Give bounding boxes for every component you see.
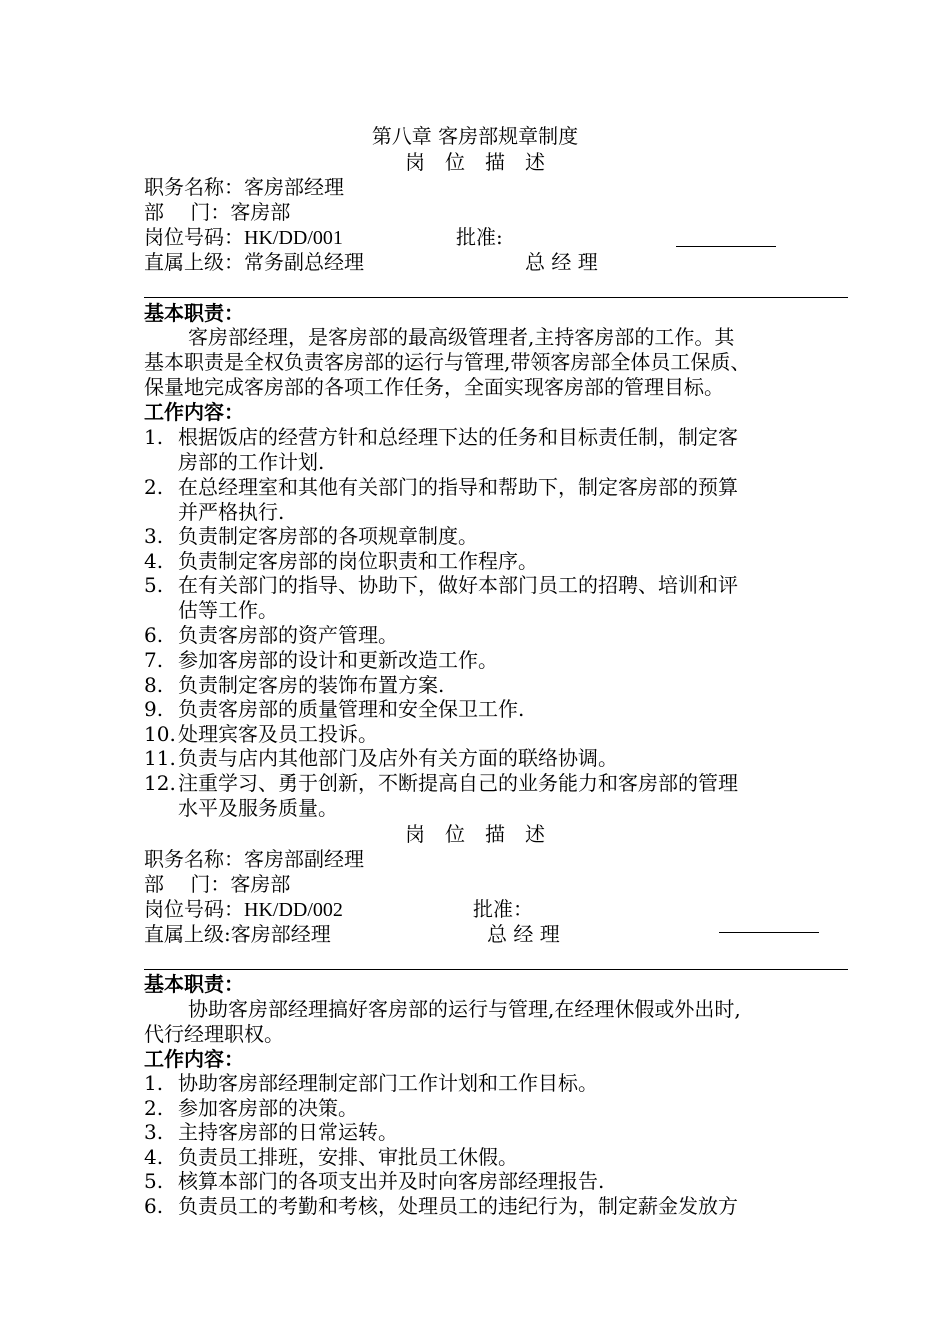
list-item: 负责客房部的质量管理和安全保卫工作. (178, 697, 525, 721)
position-code-label: 岗位号码： (144, 225, 244, 249)
list-item: 负责员工排班，安排、审批员工休假。 (178, 1145, 518, 1169)
superior-value: 常务副总经理 (244, 250, 364, 274)
list-item: 在总经理室和其他有关部门的指导和帮助下，制定客房部的预算 (178, 475, 738, 499)
list-item-number: 9. (144, 697, 164, 721)
approver-name: 总 经 理 (487, 922, 560, 946)
list-item: 处理宾客及员工投诉。 (178, 722, 378, 746)
job-title-label: 职务名称： (144, 847, 244, 871)
list-item-continued: 估等工作。 (178, 598, 278, 622)
list-item-continued: 水平及服务质量。 (178, 796, 338, 820)
list-item-number: 3. (144, 524, 164, 548)
work-content-heading: 工作内容： (144, 400, 244, 424)
list-item-number: 7. (144, 648, 164, 672)
list-item-number: 2. (144, 1096, 164, 1120)
list-item-number: 5. (144, 1169, 164, 1193)
signature-line (676, 246, 776, 247)
list-item-continued: 并严格执行. (178, 500, 285, 524)
basic-duty-text: 客房部经理，是客房部的最高级管理者,主持客房部的工作。其 (188, 325, 735, 349)
list-item-number: 8. (144, 673, 164, 697)
divider (144, 297, 848, 298)
approval-label: 批准： (473, 897, 533, 921)
position-code-value: HK/DD/001 (244, 227, 343, 249)
department-label: 部 门： (144, 200, 231, 224)
basic-duty-text: 协助客房部经理搞好客房部的运行与管理,在经理休假或外出时, (188, 997, 741, 1021)
divider (144, 969, 848, 970)
superior-row (144, 250, 364, 275)
superior-row (144, 922, 331, 947)
list-item: 在有关部门的指导、协助下，做好本部门员工的招聘、培训和评 (178, 573, 738, 597)
superior-value: 客房部经理 (230, 922, 331, 946)
job-title-label: 职务名称： (144, 175, 244, 199)
list-item: 协助客房部经理制定部门工作计划和工作目标。 (178, 1071, 598, 1095)
department-value: 客房部 (230, 872, 291, 896)
list-item: 注重学习、勇于创新，不断提高自己的业务能力和客房部的管理 (178, 771, 738, 795)
list-item-number: 1. (144, 1071, 164, 1095)
basic-duty-heading: 基本职责： (144, 972, 244, 996)
list-item: 负责制定客房部的各项规章制度。 (178, 524, 478, 548)
list-item-number: 3. (144, 1120, 164, 1144)
list-item: 负责与店内其他部门及店外有关方面的联络协调。 (178, 746, 618, 770)
job-title-value: 客房部副经理 (244, 847, 364, 871)
list-item: 根据饭店的经营方针和总经理下达的任务和目标责任制，制定客 (178, 425, 738, 449)
list-item: 参加客房部的设计和更新改造工作。 (178, 648, 498, 672)
department-value: 客房部 (230, 200, 291, 224)
list-item-continued: 房部的工作计划. (178, 450, 325, 474)
department-label: 部 门： (144, 872, 231, 896)
list-item-number: 4. (144, 1145, 164, 1169)
signature-line (719, 932, 819, 933)
list-item: 核算本部门的各项支出并及时向客房部经理报告. (178, 1169, 605, 1193)
job-title-row (144, 175, 344, 200)
list-item-number: 10. (144, 722, 176, 746)
job-title-value: 客房部经理 (244, 175, 344, 199)
list-item: 负责员工的考勤和考核，处理员工的违纪行为，制定薪金发放方 (178, 1194, 738, 1218)
list-item: 负责制定客房的装饰布置方案. (178, 673, 445, 697)
position-code-row (144, 225, 343, 251)
list-item: 负责制定客房部的岗位职责和工作程序。 (178, 549, 538, 573)
basic-duty-text: 代行经理职权。 (144, 1022, 284, 1046)
section-heading: 岗 位 描 述 (405, 822, 545, 846)
list-item: 主持客房部的日常运转。 (178, 1120, 398, 1144)
superior-label: 直属上级: (144, 922, 231, 946)
list-item-number: 6. (144, 623, 164, 647)
list-item-number: 12. (144, 771, 176, 795)
list-item-number: 5. (144, 573, 164, 597)
work-content-heading: 工作内容： (144, 1047, 244, 1071)
approval-label: 批准: (456, 225, 503, 249)
basic-duty-heading: 基本职责： (144, 301, 244, 325)
approver-name: 总 经 理 (525, 250, 598, 274)
position-code-value: HK/DD/002 (244, 899, 343, 921)
position-code-row (144, 897, 343, 923)
basic-duty-text: 保量地完成客房部的各项工作任务，全面实现客房部的管理目标。 (144, 375, 724, 399)
job-title-row (144, 847, 364, 872)
position-code-label: 岗位号码： (144, 897, 244, 921)
department-row (144, 872, 290, 897)
list-item-number: 2. (144, 475, 164, 499)
section-heading: 岗 位 描 述 (405, 150, 545, 174)
list-item: 负责客房部的资产管理。 (178, 623, 398, 647)
department-row (144, 200, 290, 225)
chapter-title: 第八章 客房部规章制度 (371, 124, 579, 148)
list-item-number: 1. (144, 425, 164, 449)
list-item-number: 4. (144, 549, 164, 573)
basic-duty-text: 基本职责是全权负责客房部的运行与管理,带领客房部全体员工保质、 (144, 350, 751, 374)
list-item-number: 6. (144, 1194, 164, 1218)
list-item-number: 11. (144, 746, 176, 770)
list-item: 参加客房部的决策。 (178, 1096, 358, 1120)
superior-label: 直属上级： (144, 250, 244, 274)
